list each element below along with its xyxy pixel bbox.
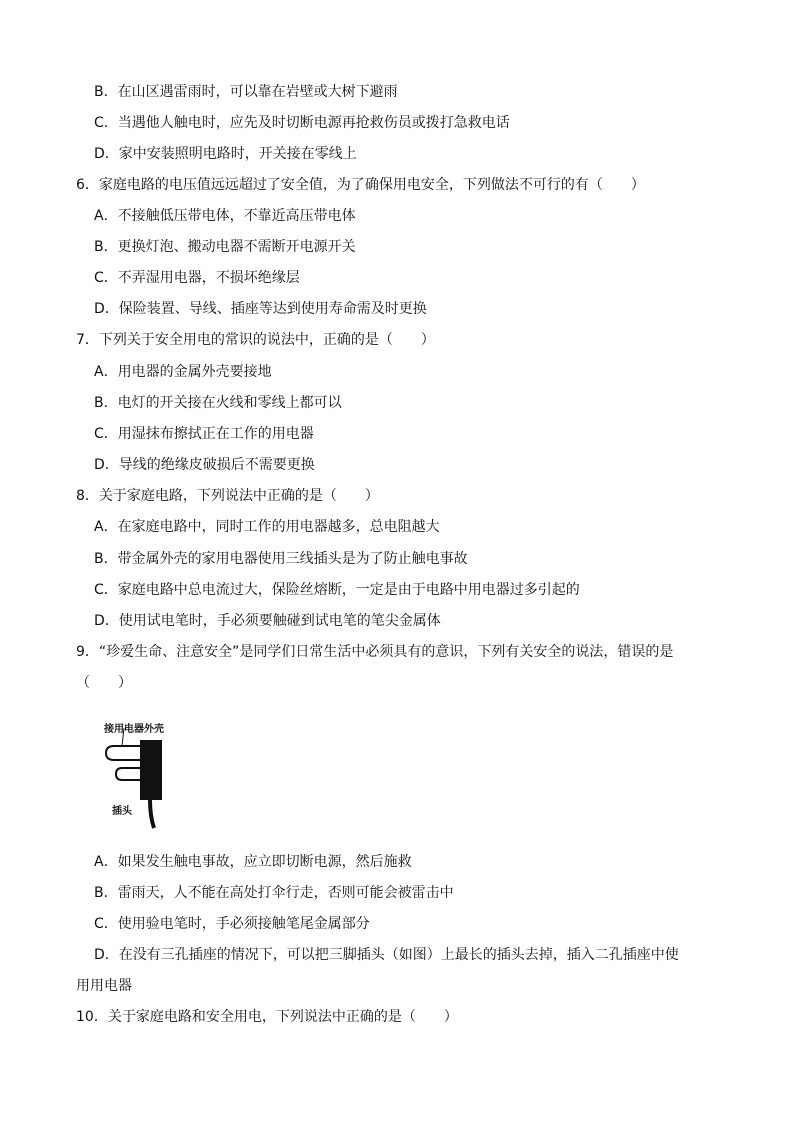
figure-label-plug: 插头 [112,806,132,817]
q8-option-a: A．在家庭电路中，同时工作的用电器越多，总电阻越大 [94,519,440,535]
q7-option-c: C．用湿抹布擦拭正在工作的用电器 [94,426,314,442]
q7-option-b: B．电灯的开关接在火线和零线上都可以 [94,395,342,411]
q5-option-c: C．当遇他人触电时，应先及时切断电源再抢救伤员或拨打急救电话 [94,115,510,131]
question-7: 7．下列关于安全用电的常识的说法中，正确的是（ ） [76,332,435,348]
long-pin [106,746,140,760]
q5-option-d: D．家中安装照明电路时，开关接在零线上 [94,146,357,162]
q9-option-d-cont: 用用电器 [76,978,132,994]
question-10: 10．关于家庭电路和安全用电，下列说法中正确的是（ ） [76,1009,458,1025]
q8-option-d: D．使用试电笔时，手必须要触碰到试电笔的笔尖金属体 [94,613,441,629]
q9-option-c: C．使用验电笔时，手必须接触笔尾金属部分 [94,916,370,932]
plug-cable [150,800,154,828]
plug-body [140,740,162,800]
question-6: 6．家庭电路的电压值远远超过了安全值，为了确保用电安全，下列做法不可行的有（ ） [76,177,645,193]
q6-option-a: A．不接触低压带电体，不靠近高压带电体 [94,208,356,224]
q9-answer-paren: （ ） [76,675,132,691]
q7-option-a: A．用电器的金属外壳要接地 [94,364,272,380]
question-8: 8．关于家庭电路，下列说法中正确的是（ ） [76,488,379,504]
q6-option-c: C．不弄湿用电器，不损坏绝缘层 [94,270,300,286]
q8-option-b: B．带金属外壳的家用电器使用三线插头是为了防止触电事故 [94,551,468,567]
question-9: 9．“珍爱生命、注意安全”是同学们日常生活中必须具有的意识，下列有关安全的说法，错误的是 [76,644,674,660]
q7-option-d: D．导线的绝缘皮破损后不需要更换 [94,457,315,473]
q6-option-d: D．保险装置、导线、插座等达到使用寿命需及时更换 [94,301,427,317]
q9-option-b: B．雷雨天，人不能在高处打伞行走，否则可能会被雷击中 [94,885,454,901]
q8-option-c: C．家庭电路中总电流过大，保险丝熔断，一定是由于电路中用电器过多引起的 [94,582,580,598]
q9-option-a: A．如果发生触电事故，应立即切断电源，然后施救 [94,854,412,870]
q9-option-d: D．在没有三孔插座的情况下，可以把三脚插头（如图）上最长的插头去掉，插入二孔插座中使 [94,947,679,963]
three-pin-plug-figure [102,716,182,832]
short-pin [116,768,140,780]
q5-option-b: B．在山区遇雷雨时，可以靠在岩壁或大树下避雨 [94,84,398,100]
figure-label-shell: 接用电器外壳 [104,724,164,735]
q6-option-b: B．更换灯泡、搬动电器不需断开电源开关 [94,239,356,255]
